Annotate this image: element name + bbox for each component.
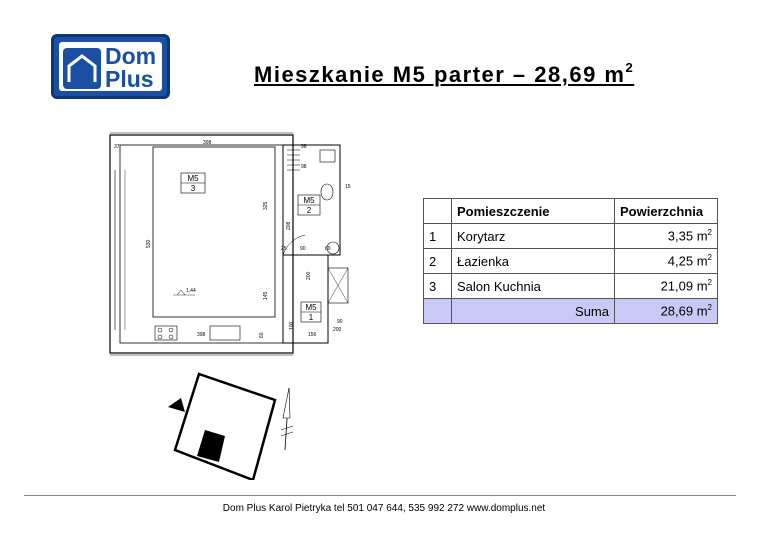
- dom-plus-logo: [51, 34, 170, 99]
- area-value: 3,35 m: [667, 228, 708, 244]
- dim-text: 200: [306, 271, 312, 280]
- unit-sup: 2: [707, 228, 712, 238]
- unit-sup: 2: [707, 303, 712, 313]
- header-area: Powierzchnia: [615, 199, 718, 224]
- living-room-outline: [153, 147, 275, 317]
- row-area: [615, 274, 718, 299]
- row-num: 3: [424, 274, 452, 299]
- dim-text: 200: [333, 327, 342, 333]
- title-sup: 2: [625, 60, 635, 75]
- dim-text: 100: [289, 321, 295, 330]
- dim-text: 398: [203, 140, 212, 146]
- building-outline: [175, 374, 275, 480]
- sum-area: [615, 299, 718, 324]
- dim-text: 398: [197, 332, 206, 338]
- logo-word-plus: Plus: [105, 66, 154, 92]
- footer-divider: [24, 495, 736, 496]
- logo-word-dom: Dom: [105, 43, 157, 69]
- orientation-diagram: [163, 370, 313, 480]
- row-room: Korytarz: [452, 224, 615, 249]
- row-num: 1: [424, 224, 452, 249]
- table-row: [424, 249, 718, 274]
- dim-text: 90: [337, 319, 343, 325]
- room3-number: 3: [190, 184, 196, 193]
- title-text: Mieszkanie M5 parter – 28,69 m: [254, 62, 626, 87]
- toilet-icon: [321, 184, 333, 200]
- unit-sup: 2: [707, 278, 712, 288]
- unit-sup: 2: [707, 253, 712, 263]
- dim-text: 25: [281, 246, 287, 252]
- table-sum-row: [424, 299, 718, 324]
- dim-text: 90: [300, 246, 306, 252]
- table-header-row: [424, 199, 718, 224]
- level-mark: 1,44: [186, 288, 196, 294]
- row-area: [615, 249, 718, 274]
- dim-text: 145: [263, 291, 269, 300]
- dim-text: 60: [259, 332, 265, 338]
- room1-number: 1: [308, 313, 314, 322]
- dim-text: 98: [301, 144, 307, 150]
- room2-name: M5: [303, 196, 315, 205]
- dim-text: 208: [286, 221, 292, 230]
- sum-area-value: 28,69 m: [660, 303, 708, 319]
- dim-text: 98: [301, 164, 307, 170]
- room3-name: M5: [187, 174, 199, 183]
- room2-number: 2: [306, 206, 312, 215]
- area-value: 21,09 m: [660, 278, 708, 294]
- row-room: Łazienka: [452, 249, 615, 274]
- kitchen-sink-icon: [210, 326, 240, 340]
- row-area: [615, 224, 718, 249]
- floor-plan: [105, 130, 355, 358]
- house-icon: [63, 48, 101, 89]
- dim-text: 37: [114, 144, 120, 150]
- sum-label: Suma: [452, 299, 615, 324]
- door-swing-icon: [283, 235, 305, 255]
- row-num: 2: [424, 249, 452, 274]
- sink-icon: [320, 150, 335, 162]
- dim-text: 156: [308, 332, 317, 338]
- dim-text: 15: [345, 184, 351, 190]
- dim-text: 60: [325, 246, 331, 252]
- room1-name: M5: [305, 303, 317, 312]
- inner-wall: [120, 145, 283, 343]
- north-arrow-icon: [281, 388, 293, 450]
- sum-empty: [424, 299, 452, 324]
- footer-contact: Dom Plus Karol Pietryka tel 501 047 644, 535 992 272 www.domplus.net: [222, 503, 546, 514]
- row-room: Salon Kuchnia: [452, 274, 615, 299]
- logo-panel: [59, 42, 162, 91]
- outer-wall: [110, 135, 293, 353]
- dim-text: 325: [263, 201, 269, 210]
- header-num: [424, 199, 452, 224]
- table-row: [424, 274, 718, 299]
- entrance-marker-icon: [168, 398, 185, 412]
- table-row: [424, 224, 718, 249]
- dim-text: 530: [146, 239, 152, 248]
- header-room: Pomieszczenie: [452, 199, 615, 224]
- rooms-table: [423, 198, 718, 324]
- area-value: 4,25 m: [667, 253, 708, 269]
- page-title: [254, 62, 634, 88]
